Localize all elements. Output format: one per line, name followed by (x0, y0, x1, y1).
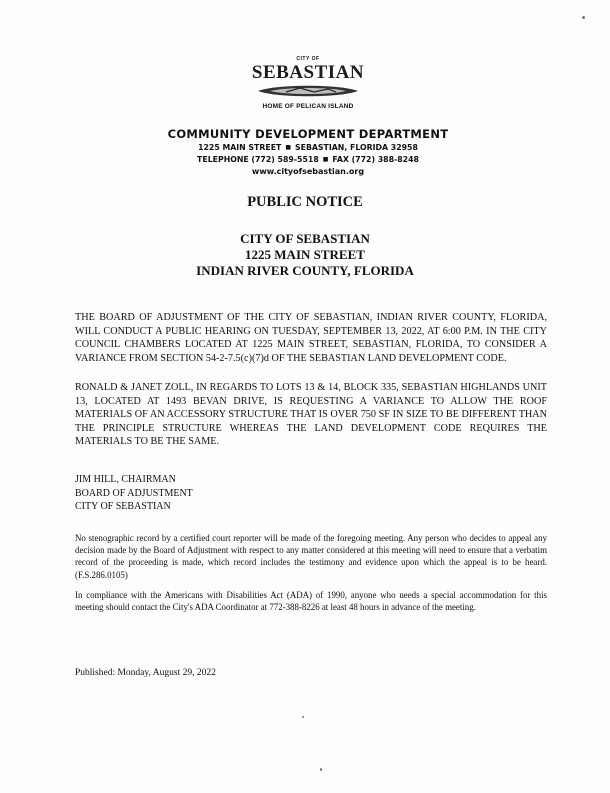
signature-block (75, 473, 193, 514)
signatory-name: JIM HILL, CHAIRMAN (75, 474, 176, 485)
ada-disclaimer: In compliance with the Americans with Disabilities Act (ADA) of 1990, anyone who needs a special accommodation for this meeting should contact the City's ADA Coordinator at 772-388-8226 at least 48 hours in advance of the meeting. (75, 590, 547, 613)
county-line: INDIAN RIVER COUNTY, FLORIDA (196, 263, 414, 278)
hearing-paragraph: THE BOARD OF ADJUSTMENT OF THE CITY OF SEBASTIAN, INDIAN RIVER COUNTY, FLORIDA, WILL CONDUCT A PUBLIC HEARING ON TUESDAY, SEPTEMBER 13, 2022, AT 6:00 P.M. IN THE CITY COUNCIL CHAMBERS LOCATED AT 1225 MAIN STREET, SEBASTIAN, FLORIDA, TO CONSIDER A VARIANCE FROM SECTION 54-2-7.5(c)(7)d OF THE SEBASTIAN LAND DEVELOPMENT CODE. (75, 312, 547, 364)
scan-speck (582, 16, 585, 19)
department-street: 1225 MAIN STREET (198, 143, 282, 152)
logo-city-of: CITY OF (296, 56, 320, 62)
city-address-block (0, 231, 610, 279)
published-date: Published: Monday, August 29, 2022 (75, 668, 216, 678)
bullet-separator-icon: ■ (322, 156, 329, 163)
department-phone-line (150, 154, 466, 166)
department-fax: FAX (772) 388-8248 (332, 155, 419, 164)
department-city: SEBASTIAN, FLORIDA 32958 (295, 143, 418, 152)
scan-speck (302, 716, 304, 718)
scan-speck (320, 768, 322, 771)
address-line: 1225 MAIN STREET (245, 247, 365, 262)
department-header (150, 127, 466, 178)
city-logo (250, 56, 366, 118)
department-title: COMMUNITY DEVELOPMENT DEPARTMENT (167, 127, 449, 141)
city-line: CITY OF SEBASTIAN (240, 231, 370, 246)
signatory-city: CITY OF SEBASTIAN (75, 501, 171, 512)
department-telephone: TELEPHONE (772) 589-5518 (197, 155, 319, 164)
signatory-board: BOARD OF ADJUSTMENT (75, 487, 193, 499)
department-website: www.cityofsebastian.org (251, 167, 365, 176)
variance-paragraph: RONALD & JANET ZOLL, IN REGARDS TO LOTS 13 & 14, BLOCK 335, SEBASTIAN HIGHLANDS UNIT 13, LOCATED AT 1493 BEVAN DRIVE, IS REQUESTING A VARIANCE TO ALLOW THE ROOF MATERIALS OF AN ACCESSORY STRUCTURE THAT IS OVER 750 SF IN SIZE TO BE DIFFERENT THAN THE PRINCIPLE STRUCTURE WHEREAS THE LAND DEVELOPMENT CODE REQUIRES THE MATERIALS TO BE THE SAME. (75, 382, 547, 448)
pelican-logo-icon (256, 84, 360, 98)
logo-wordmark: SEBASTIAN (251, 62, 365, 83)
logo-tagline: HOME OF PELICAN ISLAND (262, 103, 354, 110)
notice-title: PUBLIC NOTICE (247, 194, 363, 210)
department-address (150, 142, 466, 154)
bullet-separator-icon: ■ (285, 144, 292, 151)
record-disclaimer: No stenographic record by a certified court reporter will be made of the foregoing meeting. Any person who decides to appeal any decision made by the Board of Adjustment with respect to any matter considered at this meeting will need to ensure that a verbatim record of the proceeding is made, which record includes the testimony and evidence upon which the appeal is to be heard. (F.S.286.0105) (75, 533, 547, 580)
